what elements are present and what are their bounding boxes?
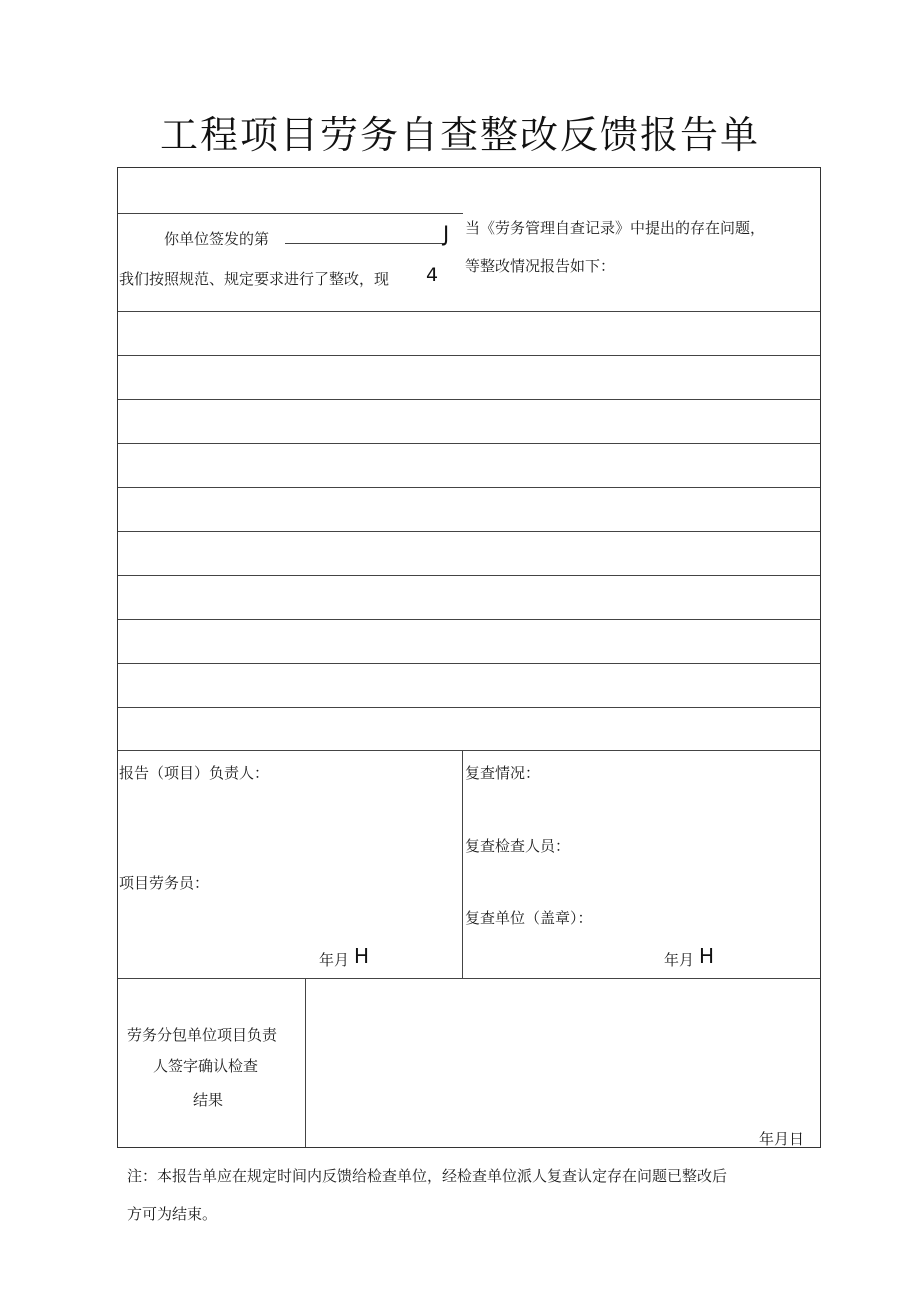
handwritten-mark-4: 4 [426, 264, 439, 286]
row-divider [118, 750, 820, 751]
footnote-line1: 注：本报告单应在规定时间内反馈给检查单位，经检查单位派人复查认定存在问题已整改后 [127, 1167, 728, 1185]
intro-line2-prefix: 我们按照规范、规定要求进行了整改，现 [119, 270, 390, 288]
report-row-3[interactable] [118, 400, 820, 443]
report-row-2[interactable] [118, 356, 820, 399]
responsible-person-label: 报告（项目）负责人： [119, 764, 270, 782]
confirm-label-line1: 劳务分包单位项目负责 [127, 1026, 278, 1044]
report-row-4[interactable] [118, 444, 820, 487]
report-row-10[interactable] [118, 708, 820, 750]
confirm-label-line2: 人签字确认检查 [153, 1057, 259, 1075]
left-date-label: 年月 [319, 951, 350, 969]
signature-column-divider [462, 750, 463, 978]
review-staff-label: 复查检查人员： [465, 837, 571, 855]
right-date-label: 年月 [664, 951, 695, 969]
footnote-line2: 方可为结束。 [127, 1205, 218, 1223]
page-title: 工程项目劳务自查整改反馈报告单 [159, 113, 760, 157]
confirm-date-label: 年月日 [759, 1130, 805, 1148]
report-row-5[interactable] [118, 488, 820, 531]
review-unit-label: 复查单位（盖章）： [465, 909, 593, 927]
intro-line1-suffix: 当《劳务管理自查记录》中提出的存在问题， [465, 219, 766, 237]
labor-officer-label: 项目劳务员： [119, 874, 210, 892]
top-row-divider [118, 213, 463, 214]
left-date-mark: H [354, 944, 370, 968]
intro-line2-suffix: 等整改情况报告如下： [465, 257, 616, 275]
issue-number-blank[interactable] [285, 243, 445, 244]
report-row-7[interactable] [118, 576, 820, 619]
right-date-mark: H [699, 944, 715, 968]
report-row-8[interactable] [118, 620, 820, 663]
intro-line1-prefix: 你单位签发的第 [164, 230, 270, 248]
report-row-1[interactable] [118, 312, 820, 355]
report-row-9[interactable] [118, 664, 820, 707]
confirm-signature-area[interactable] [306, 979, 820, 1119]
handwritten-mark-j: J [443, 222, 450, 246]
report-row-6[interactable] [118, 532, 820, 575]
confirm-label-line3: 结果 [193, 1091, 224, 1109]
review-status-label: 复查情况： [465, 764, 541, 782]
